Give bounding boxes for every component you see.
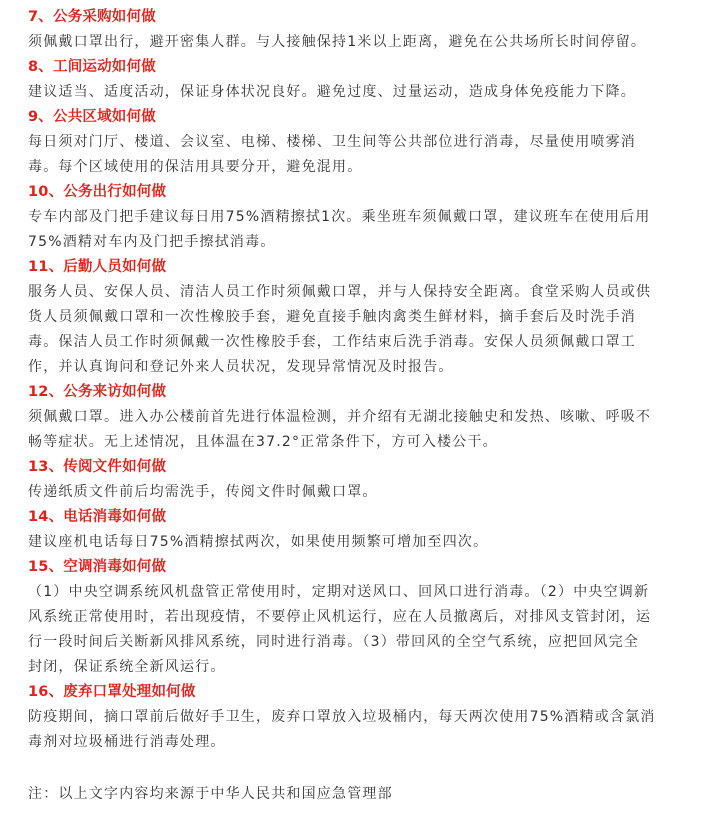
section-body — [28, 130, 690, 180]
section-body — [28, 580, 690, 680]
body-line: 作，并认真询问和登记外来人员状况，发现异常情况及时报告。 — [28, 359, 454, 375]
section-body — [28, 30, 690, 55]
section-body — [28, 205, 690, 255]
sections-container — [28, 5, 690, 755]
body-line: 服务人员、安保人员、清洁人员工作时须佩戴口罩，并与人保持安全距离。食堂采购人员或供 — [28, 284, 652, 300]
section-body — [28, 530, 690, 555]
section-body — [28, 280, 690, 380]
section — [28, 55, 690, 105]
body-line: 传递纸质文件前后均需洗手，传阅文件时佩戴口罩。 — [28, 484, 378, 500]
body-line: 毒剂对垃圾桶进行消毒处理。 — [28, 734, 226, 750]
body-line: 防疫期间，摘口罩前后做好手卫生，废弃口罩放入垃圾桶内，每天两次使用75%酒精或含氯消 — [28, 709, 656, 725]
section-title: 10、公务出行如何做 — [28, 184, 167, 200]
body-line: 75%酒精对车内及门把手擦拭消毒。 — [28, 234, 276, 250]
body-line: 封闭，保证系统全新风运行。 — [28, 659, 226, 675]
section-title: 16、废弃口罩处理如何做 — [28, 684, 196, 700]
section-title: 15、空调消毒如何做 — [28, 559, 167, 575]
section — [28, 180, 690, 255]
body-line: 毒。保洁人员工作时须佩戴一次性橡胶手套，工作结束后洗手消毒。安保人员须佩戴口罩工 — [28, 334, 636, 350]
section-body — [28, 80, 690, 105]
body-line: 建议座机电话每日75%酒精擦拭两次，如果使用频繁可增加至四次。 — [28, 534, 489, 550]
section — [28, 105, 690, 180]
section — [28, 255, 690, 380]
body-line: 畅等症状。无上述情况，且体温在37.2°正常条件下，方可入楼公干。 — [28, 434, 498, 450]
body-line: 货人员须佩戴口罩和一次性橡胶手套，避免直接手触肉禽类生鲜材料，摘手套后及时洗手消 — [28, 309, 636, 325]
body-line: （1）中央空调系统风机盘管正常使用时，定期对送风口、回风口进行消毒。（2）中央空调新 — [28, 584, 650, 600]
section-title: 13、传阅文件如何做 — [28, 459, 167, 475]
section — [28, 5, 690, 55]
body-line: 行一段时间后关断新风排风系统，同时进行消毒。（3）带回风的全空气系统，应把回风完全 — [28, 634, 640, 650]
section — [28, 505, 690, 555]
body-line: 建议适当、适度活动，保证身体状况良好。避免过度、过量运动，造成身体免疫能力下降。 — [28, 84, 636, 100]
body-line: 须佩戴口罩出行，避开密集人群。与人接触保持1米以上距离，避免在公共场所长时间停留。 — [28, 34, 647, 50]
section — [28, 455, 690, 505]
section — [28, 680, 690, 755]
source-note: 注：以上文字内容均来源于中华人民共和国应急管理部 — [28, 786, 393, 802]
section-title: 12、公务来访如何做 — [28, 384, 167, 400]
body-line: 须佩戴口罩。进入办公楼前首先进行体温检测，并介绍有无湖北接触史和发热、咳嗽、呼吸不 — [28, 409, 652, 425]
section-title: 9、公共区域如何做 — [28, 109, 156, 125]
body-line: 每日须对门厅、楼道、会议室、电梯、楼梯、卫生间等公共部位进行消毒，尽量使用喷雾消 — [28, 134, 636, 150]
section-body — [28, 405, 690, 455]
section-title: 14、电话消毒如何做 — [28, 509, 167, 525]
body-line: 风系统正常使用时，若出现疫情，不要停止风机运行，应在人员撤离后，对排风支管封闭，运 — [28, 609, 652, 625]
section-title: 11、后勤人员如何做 — [28, 259, 167, 275]
section — [28, 555, 690, 680]
body-line: 专车内部及门把手建议每日用75%酒精擦拭1次。乘坐班车须佩戴口罩，建议班车在使用后用 — [28, 209, 651, 225]
section-body — [28, 705, 690, 755]
section — [28, 380, 690, 455]
section-title: 7、公务采购如何做 — [28, 9, 156, 25]
body-line: 毒。每个区域使用的保洁用具要分开，避免混用。 — [28, 159, 363, 175]
section-title: 8、工间运动如何做 — [28, 59, 156, 75]
section-body — [28, 480, 690, 505]
